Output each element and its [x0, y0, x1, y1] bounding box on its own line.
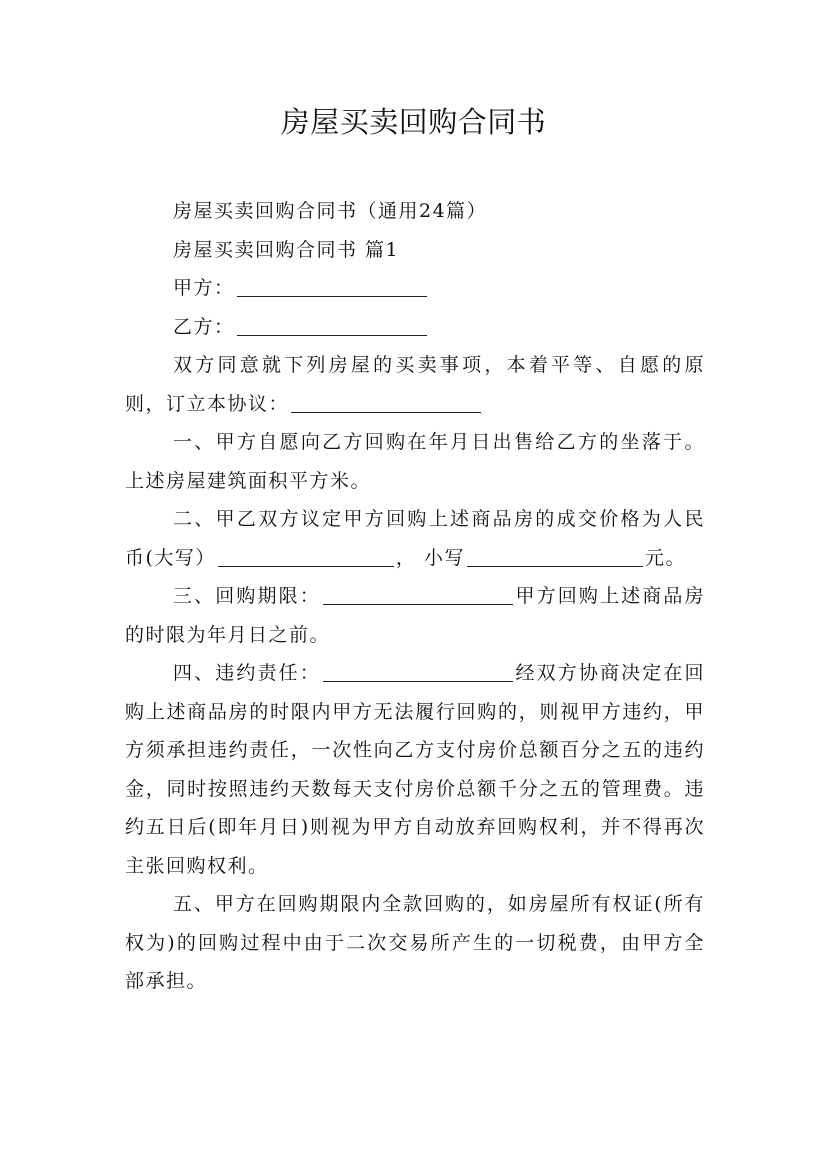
party-a-blank: [237, 274, 427, 297]
clause-2: [125, 500, 705, 577]
clause-3: [125, 577, 705, 654]
price-lower-blank: [467, 544, 643, 567]
party-b-blank: [237, 313, 427, 336]
clause-5: 五、甲方在回购期限内全款回购的，如房屋所有权证(所有权为)的回购过程中由于二次交易所产生的一切税费，由甲方全部承担。: [125, 893, 705, 992]
party-b-line: [125, 308, 705, 347]
clause-2-lower-label: ， 小写: [395, 546, 465, 569]
price-upper-blank: [218, 544, 394, 567]
party-a-label: 甲方：: [173, 277, 235, 299]
intro-blank: [291, 390, 481, 413]
clause-4-text: 经双方协商决定在回购上述商品房的时限内甲方无法履行回购的，则视甲方违约，甲方须承担违约责任，一次性向乙方支付房价总额百分之五的违约金，同时按照违约天数每天支付房价总额千分之五的管理费。违约五日后(即年月日)则视为甲方自动放弃回购权利，并不得再次主张回购权利。: [125, 662, 705, 877]
liability-blank: [323, 659, 513, 682]
party-a-line: [125, 269, 705, 308]
intro-paragraph: [125, 346, 705, 423]
clause-2-unit: 元。: [644, 546, 686, 569]
document-subtitle: 房屋买卖回购合同书（通用24篇）: [173, 200, 488, 222]
section-heading: 房屋买卖回购合同书 篇1: [173, 238, 400, 261]
clause-1: 一、甲方自愿向乙方回购在年月日出售给乙方的坐落于。上述房屋建筑面积平方米。: [125, 431, 705, 492]
clause-4: [125, 654, 705, 885]
clause-4-label: 四、违约责任：: [173, 662, 321, 684]
clause-3-text: 甲方回购上述商品房的时限为年月日之前。: [125, 585, 705, 646]
document-body: [125, 192, 705, 1001]
buyback-period-blank: [323, 582, 513, 605]
clause-3-label: 三、回购期限：: [173, 585, 321, 607]
clause-2-text: 二、甲乙双方议定甲方回购上述商品房的成交价格为人民币(大写）: [125, 508, 705, 569]
document-title: 房屋买卖回购合同书: [280, 105, 547, 139]
party-b-label: 乙方：: [173, 315, 235, 338]
intro-text: 双方同意就下列房屋的买卖事项，本着平等、自愿的原则，订立本协议：: [125, 354, 705, 415]
